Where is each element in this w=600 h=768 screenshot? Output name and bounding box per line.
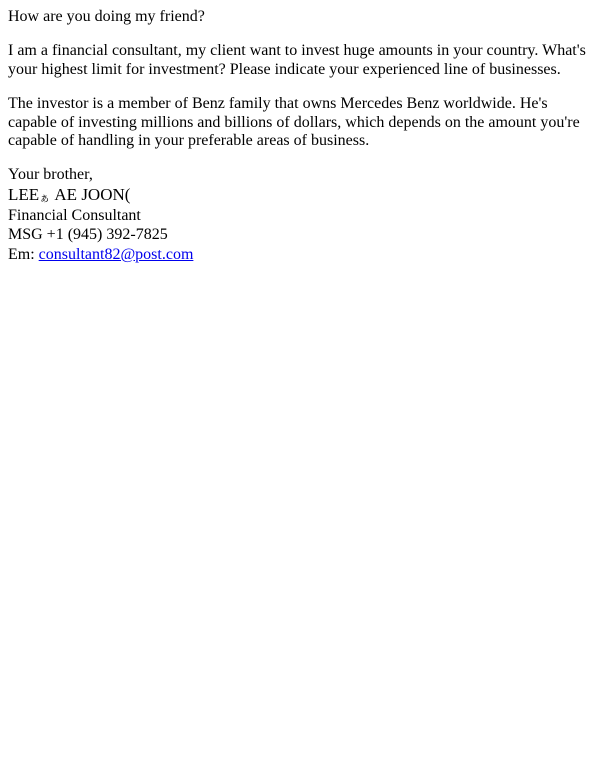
signature-name-mark: ぁ — [39, 191, 51, 204]
signature-email-link[interactable]: consultant82@post.com — [38, 245, 194, 263]
body-paragraph-2: The investor is a member of Benz family that owns Mercedes Benz worldwide. He's capable of investing millions and billions of dollars, which depends on the amount you're capable of handling in your preferable areas of business. — [8, 95, 580, 149]
greeting-paragraph: How are you doing my friend? — [8, 8, 205, 25]
closing-paragraph: Your brother, — [8, 166, 93, 184]
signature-phone: MSG +1 (945) 392-7825 — [8, 226, 168, 244]
signature-name — [8, 185, 592, 205]
signature-email-row — [8, 245, 592, 264]
signature-block — [8, 185, 592, 264]
document-body — [0, 0, 600, 272]
signature-name-prefix: LEE — [8, 184, 40, 204]
signature-name-suffix: AE JOON( — [50, 184, 131, 204]
body-paragraph-1: I am a financial consultant, my client want to invest huge amounts in your country. What's your highest limit for investment? Please indicate your experienced line of businesses. — [8, 42, 586, 78]
signature-email-label: Em: — [8, 245, 35, 263]
signature-title: Financial Consultant — [8, 207, 141, 225]
